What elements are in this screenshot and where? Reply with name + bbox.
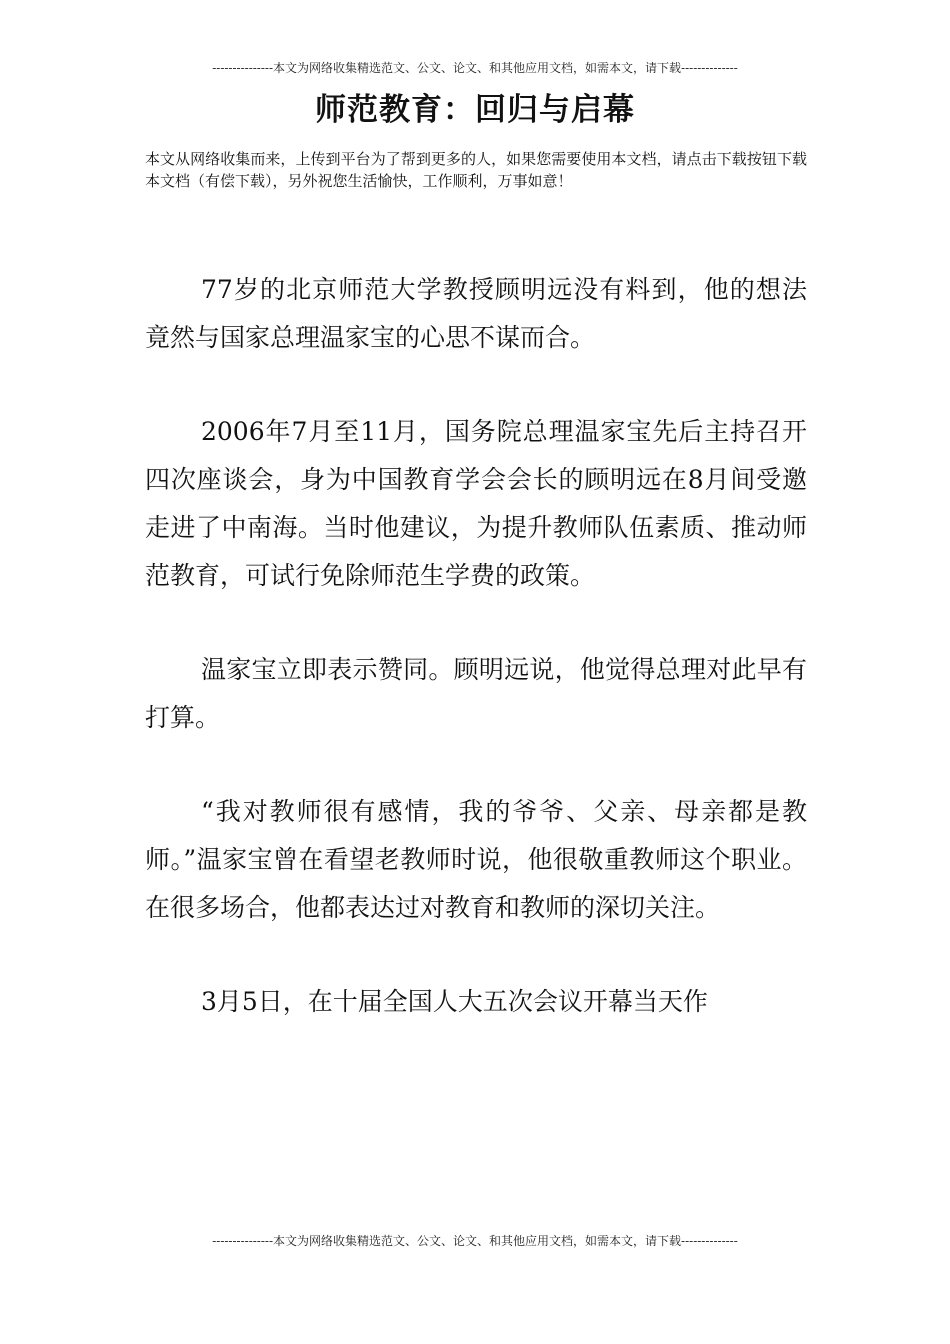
article-paragraph: 3月5日，在十届全国人大五次会议开幕当天作 xyxy=(201,987,708,1016)
document-title: 师范教育：回归与启幕 xyxy=(315,92,635,128)
article-paragraph: 2006年7月至11月，国务院总理温家宝先后主持召开四次座谈会，身为中国教育学会会长的顾明远在8月间受邀走进了中南海。当时他建议，为提升教师队伍素质、推动师范教育，可试行免除师范生学费的政策。 xyxy=(145,417,807,590)
article-body xyxy=(145,266,807,1072)
page-footer-notice: ---------------本文为网络收集精选范文、公文、论文、和其他应用文档，如需本文，请下载-------------- xyxy=(212,1234,738,1248)
article-paragraph: “我对教师很有感情，我的爷爷、父亲、母亲都是教师。”温家宝曾在看望老教师时说，他很敬重教师这个职业。在很多场合，他都表达过对教育和教师的深切关注。 xyxy=(145,797,807,922)
article-paragraph: 77岁的北京师范大学教授顾明远没有料到，他的想法竟然与国家总理温家宝的心思不谋而合。 xyxy=(145,275,807,352)
download-notice-paragraph: 本文从网络收集而来，上传到平台为了帮到更多的人，如果您需要使用本文档，请点击下载按钮下载本文档（有偿下载），另外祝您生活愉快，工作顺利，万事如意！ xyxy=(145,150,807,190)
page-header-notice: ---------------本文为网络收集精选范文、公文、论文、和其他应用文档，如需本文，请下载-------------- xyxy=(212,61,738,75)
article-paragraph: 温家宝立即表示赞同。顾明远说，他觉得总理对此早有打算。 xyxy=(145,655,807,732)
